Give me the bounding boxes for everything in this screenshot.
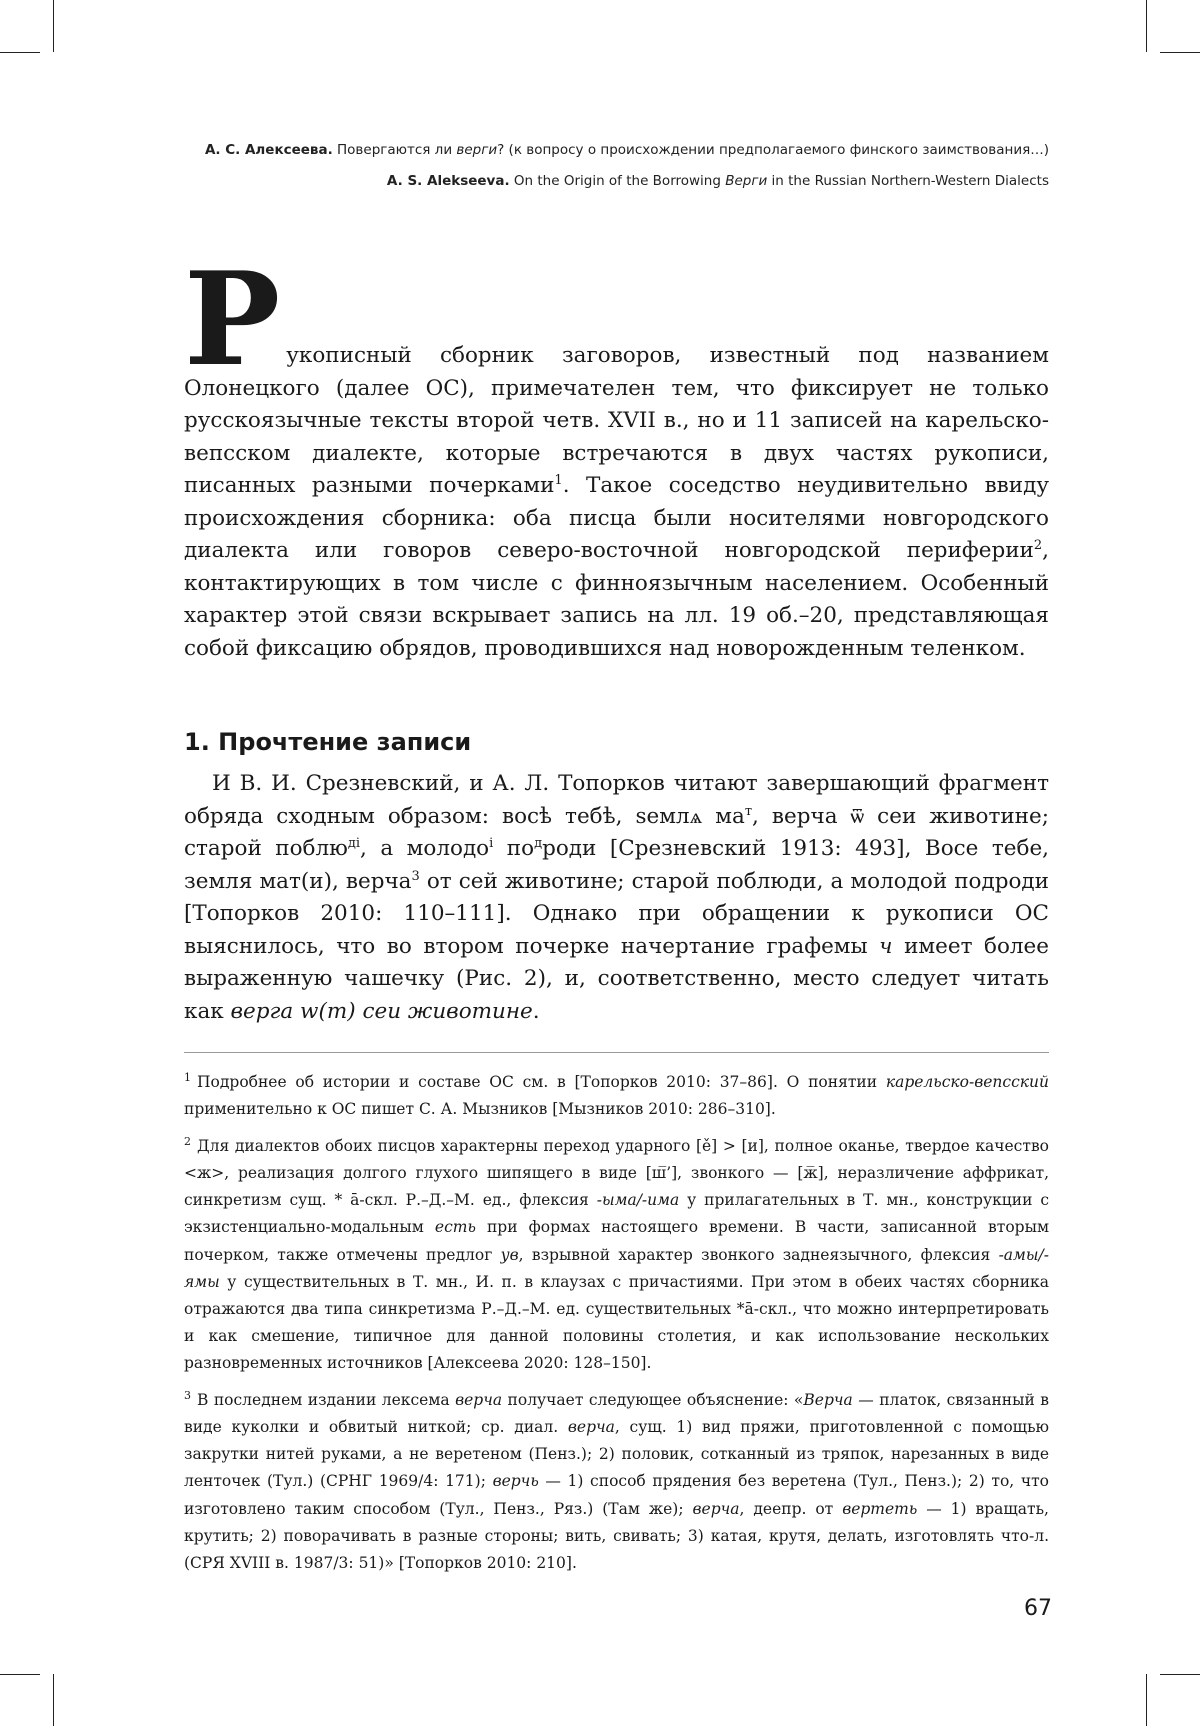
section-text: от сей животине; старой поблюди, а молодой подроди [Топорков 2010: 110–111]. Однако при обращении к рукописи ОС выяснилось, что во втором почерке начертание графемы — [184, 868, 1049, 959]
crop-mark — [1146, 1674, 1147, 1726]
footnote-text: при формах настоящего времени. В части, записанной вторым почерком, также отмечены предлог — [184, 1218, 1049, 1264]
crop-mark — [0, 52, 40, 53]
footnote-italic: вертеть — [842, 1499, 918, 1518]
footnote-number: 2 — [184, 1134, 191, 1148]
footnote-ref[interactable]: 2 — [1033, 537, 1043, 553]
running-head-russian — [205, 142, 1049, 158]
crop-mark — [53, 0, 54, 52]
section-heading: 1. Прочтение записи — [184, 728, 472, 756]
running-head-author: A. S. Alekseeva. — [386, 173, 510, 189]
crop-mark — [53, 1674, 54, 1726]
section-text-italic: верга w(т) сеи животине — [230, 998, 533, 1024]
intro-text: , контактирующих в том числе с финноязычным населением. Особенный характер этой связи вскрывает запись на лл. 19 об.–20, представляющая собой фиксацию обрядов, проводившихся над новорожденным теленком. — [184, 538, 1049, 661]
footnote-text: применительно к ОС пишет С. А. Мызников [Мызников 2010: 286–310]. — [184, 1100, 776, 1119]
footnote-text: В последнем издании лексема — [197, 1390, 456, 1409]
footnote-separator — [184, 1052, 1049, 1053]
superscript-letter: т — [744, 803, 753, 819]
footnote-text: — платок, связанный в виде куколки и обвитый ниткой; ср. диал. — [184, 1390, 1049, 1436]
intro-paragraph — [184, 245, 1049, 665]
footnote-text: — 1) вращать, крутить; 2) поворачивать в разные стороны; вить, свивать; 3) катая, крутя, делать, изготовлять что-л. (СРЯ XVIII в. 1987/3: 51)» [Топорков 2010: 210]. — [184, 1499, 1049, 1572]
running-head-author: А. С. Алексеева. — [204, 142, 333, 158]
footnote-2 — [184, 1128, 1049, 1378]
footnote-italic: верча — [692, 1499, 740, 1518]
section-text: . — [532, 998, 540, 1024]
footnote-3 — [184, 1382, 1049, 1578]
footnote-ref[interactable]: 3 — [411, 868, 420, 884]
superscript-letter: д — [534, 835, 543, 851]
intro-text: . Такое соседство неудивительно ввиду происхождения сборника: оба писца были носителями новгородского диалекта или говоров северо-восточной новгородской периферии — [184, 473, 1049, 563]
footnote-number: 1 — [184, 1071, 191, 1084]
footnote-text: у существительных в Т. мн., И. п. в клаузах с причастиями. При этом в обеих частях сборника отражаются два типа синкретизма Р.–Д.–М. ед. существительных *ā-скл., что можно интерпретировать и как смешение, типичное для данной половины столетия, и как использование нескольких разновременных источников [Алексеева 2020: 128–150]. — [184, 1272, 1049, 1373]
crop-mark — [1160, 52, 1200, 53]
footnote-text: , сущ. 1) вид пряжи, приготовленной с помощью закрутки нитей руками, а не веретеном (Пенз.); 2) половик, сотканный из тряпок, нарезанных в виде ленточек (Тул.) (СРНГ 1969/4: 171); — [184, 1417, 1049, 1491]
intro-text: укописный сборник заговоров, известный под названием Олонецкого (далее ОС), примечателен тем, что фиксирует не только русскоязычные тексты второй четв. XVII в., но и 11 записей на карельско-вепсском диалекте, которые встречаются в двух частях рукописи, писанных разными почерками — [184, 343, 1049, 498]
running-head-title: ? (к вопросу о происхождении предполагаемого финского заимствования…) — [497, 142, 1049, 158]
footnote-ref[interactable]: 1 — [554, 472, 563, 488]
section-text: роди [Срезневский 1913: 493], Восе тебе, земля мат(и), верча — [184, 836, 1050, 894]
footnote-text: , деепр. от — [739, 1499, 843, 1518]
footnote-1 — [184, 1064, 1049, 1124]
page-number: 67 — [1024, 1596, 1052, 1621]
superscript-letter: і — [489, 835, 494, 851]
crop-mark — [0, 1674, 40, 1675]
footnote-italic: Верча — [803, 1390, 853, 1409]
footnote-italic: верча — [455, 1390, 503, 1409]
footnote-italic: -амы/-ямы — [184, 1245, 1049, 1291]
crop-mark — [1160, 1674, 1200, 1675]
running-head-title: in the Russian Northern-Western Dialects — [767, 173, 1049, 189]
drop-cap: Р — [184, 245, 281, 395]
footnote-italic: есть — [434, 1218, 476, 1237]
footnote-italic: ув — [500, 1245, 519, 1264]
footnote-italic: верчь — [492, 1472, 539, 1491]
crop-mark — [1146, 0, 1147, 52]
section-text: имеет более выраженную чашечку (Рис. 2), и, соответственно, место следует читать как — [184, 933, 1049, 1024]
footnotes — [184, 1064, 1049, 1581]
footnote-text: получает следующее объяснение: « — [502, 1390, 804, 1409]
running-head-title: Повергаются ли — [337, 142, 457, 158]
section-text: , а молодо — [360, 836, 490, 861]
section-text: по — [493, 836, 535, 861]
running-head-title-italic: Верги — [725, 173, 768, 189]
section-paragraph — [184, 768, 1049, 1028]
footnote-number: 3 — [184, 1388, 191, 1402]
running-head-english — [387, 173, 1049, 189]
section-text: , верча ѿ сеи животине; старой поблю — [184, 803, 1049, 861]
section-text: И В. И. Срезневский, и А. Л. Топорков читают завершающий фрагмент обряда сходным образом: восѣ тебѣ, ѕемлѧ ма — [184, 771, 1049, 829]
footnote-text: , взрывной характер звонкого заднеязычного, флексия — [518, 1245, 999, 1264]
footnote-italic: верча — [567, 1417, 615, 1436]
footnote-text: — 1) способ прядения без веретена (Тул., Пенз.); 2) то, что изготовлено таким способом (Тул., Пенз., Ряз.) (Там же); — [184, 1472, 1049, 1518]
footnote-italic: -ыма/-има — [596, 1191, 680, 1210]
footnote-text: Для диалектов обоих писцов характерны переход ударного [ě] > [и], полное оканье, твердое качество <ж>, реализация долгого глухого шипящего в виде [ш̅’], звонкого — [ж̅], неразличение аффрикат, синкретизм сущ. * ā-скл. Р.–Д.–М. ед., флексия — [184, 1136, 1049, 1210]
footnote-text: у прилагательных в Т. мн., конструкции с экзистенциально-модальным — [184, 1191, 1050, 1237]
footnote-text: Подробнее об истории и составе ОС см. в [Топорков 2010: 37–86]. О понятии — [197, 1073, 886, 1092]
superscript-letter: ді — [347, 835, 361, 851]
footnote-italic: карельско-вепсский — [885, 1073, 1049, 1092]
section-text-italic: ч — [879, 933, 893, 959]
running-head-title: On the Origin of the Borrowing — [513, 173, 726, 189]
running-head-title-italic: верги — [456, 142, 498, 158]
